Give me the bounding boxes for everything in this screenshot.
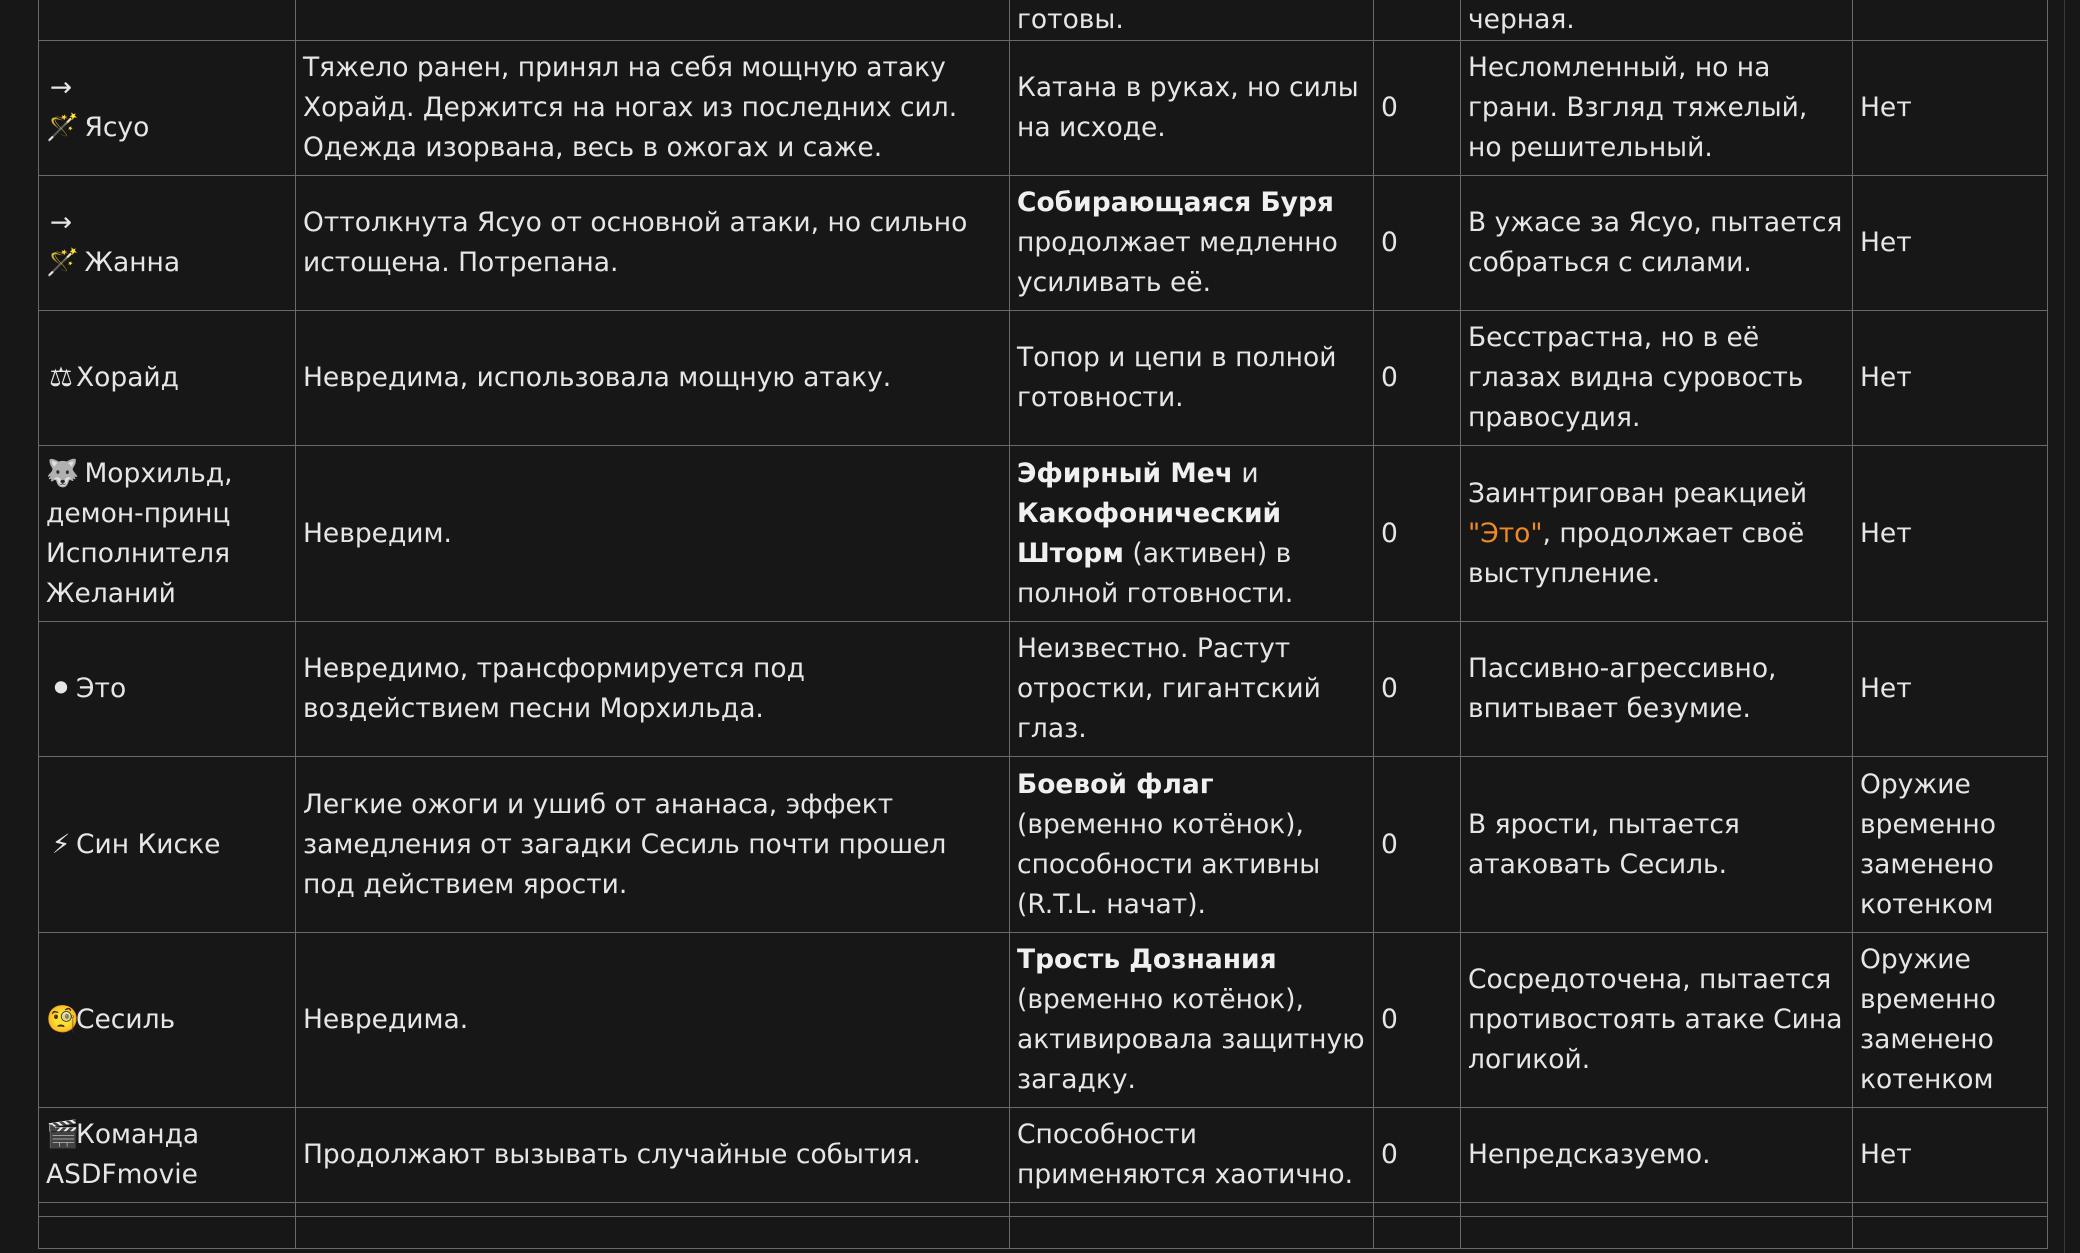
equipment-text: Топор и цепи в полной готовности. (1017, 342, 1337, 413)
equipment-bold: Какофонический Шторм (1017, 497, 1282, 569)
cell-mood: В ярости, пытается атаковать Сесиль. (1461, 757, 1853, 933)
status-table-container (38, 0, 2047, 1249)
table-row (39, 1108, 2048, 1203)
table-row (39, 933, 2048, 1108)
cell-condition (296, 0, 1010, 41)
equipment-text: и (1232, 457, 1259, 489)
scroll-edge (2064, 0, 2065, 1253)
character-status-table (38, 0, 2048, 1249)
table-row (39, 311, 2048, 446)
cell-equipment (1010, 41, 1374, 176)
equipment-text: (активен) в полной готовности. (1017, 537, 1294, 609)
cell-name (39, 41, 296, 176)
cell-empty (296, 1217, 1010, 1249)
cell-note (1853, 0, 2048, 41)
cell-empty (1461, 1217, 1853, 1249)
cell-condition: Продолжают вызывать случайные события. (296, 1108, 1010, 1203)
cell-value: 0 (1374, 446, 1461, 622)
cell-mood: Непредсказуемо. (1461, 1108, 1853, 1203)
cell-empty (1010, 1217, 1374, 1249)
highlighted-name: "Это" (1468, 517, 1543, 549)
cell-note: Оружие временно заменено котенком (1853, 757, 2048, 933)
cell-equipment (1010, 622, 1374, 757)
cell-note: Нет (1853, 1108, 2048, 1203)
cell-condition: Легкие ожоги и ушиб от ананаса, эффект замедления от загадки Сесиль почти прошел под действием ярости. (296, 757, 1010, 933)
cell-equipment (1010, 0, 1374, 41)
pointing-hand-wand-icon: →🪄 (46, 207, 79, 278)
cell-empty (39, 1217, 296, 1249)
cell-empty (1374, 1203, 1461, 1217)
scales-icon: ⚖ (49, 362, 73, 393)
cell-condition: Оттолкнута Ясуо от основной атаки, но сильно истощена. Потрепана. (296, 176, 1010, 311)
cell-name (39, 933, 296, 1108)
equipment-text: (временно котёнок), активировала защитную загадку. (1017, 984, 1365, 1095)
cell-empty (1461, 1203, 1853, 1217)
cell-mood: Сосредоточена, пытается противостоять атаке Сина логикой. (1461, 933, 1853, 1108)
cell-mood: Несломленный, но на грани. Взгляд тяжелый, но решительный. (1461, 41, 1853, 176)
table-row (39, 176, 2048, 311)
cell-text: черная. (1468, 4, 1575, 35)
cell-value (1374, 0, 1461, 41)
table-row (39, 446, 2048, 622)
cell-empty (1853, 1203, 2048, 1217)
cell-text: готовы. (1017, 4, 1124, 35)
cell-note: Нет (1853, 446, 2048, 622)
cell-equipment (1010, 446, 1374, 622)
cell-note: Нет (1853, 311, 2048, 446)
character-name: Син Киске (76, 828, 221, 860)
cell-name (39, 622, 296, 757)
cell-value: 0 (1374, 622, 1461, 757)
table-row (39, 41, 2048, 176)
cell-mood (1461, 0, 1853, 41)
character-name: Хорайд (76, 362, 179, 393)
cell-equipment (1010, 1108, 1374, 1203)
equipment-text: продолжает медленно усиливать её. (1017, 227, 1338, 298)
lightning-icon: ⚡ (51, 828, 71, 860)
table-row-empty (39, 1217, 2048, 1249)
character-name: Ясуо (84, 112, 150, 143)
black-circle-icon: ⚫ (49, 673, 73, 704)
character-name: Жанна (84, 247, 181, 278)
cell-value: 0 (1374, 757, 1461, 933)
cell-empty (39, 1203, 296, 1217)
table-row-partial (39, 0, 2048, 41)
equipment-bold: Собирающаяся Буря (1017, 187, 1334, 218)
cell-mood: Пассивно-агрессивно, впитывает безумие. (1461, 622, 1853, 757)
character-name: Команда ASDFmovie (46, 1119, 200, 1190)
cell-empty (296, 1203, 1010, 1217)
wolf-icon: 🐺 (46, 457, 79, 489)
cell-mood: В ужасе за Ясуо, пытается собраться с силами. (1461, 176, 1853, 311)
cell-value: 0 (1374, 311, 1461, 446)
character-name: Это (76, 673, 127, 704)
cell-value: 0 (1374, 41, 1461, 176)
cell-condition: Тяжело ранен, принял на себя мощную атаку Хорайд. Держится на ногах из последних сил. Одежда изорвана, весь в ожогах и саже. (296, 41, 1010, 176)
cell-name (39, 446, 296, 622)
cell-note: Нет (1853, 176, 2048, 311)
table-row (39, 757, 2048, 933)
table-row-empty (39, 1203, 2048, 1217)
clapperboard-icon: 🎬 (46, 1119, 79, 1150)
equipment-bold: Эфирный Меч (1017, 457, 1233, 489)
cell-empty (1374, 1217, 1461, 1249)
cell-value: 0 (1374, 176, 1461, 311)
pointing-hand-wand-icon: →🪄 (46, 72, 79, 143)
cell-empty (1853, 1217, 2048, 1249)
table-row (39, 622, 2048, 757)
cell-equipment (1010, 933, 1374, 1108)
cell-value: 0 (1374, 933, 1461, 1108)
cell-equipment (1010, 757, 1374, 933)
cell-mood (1461, 446, 1853, 622)
cell-note: Нет (1853, 622, 2048, 757)
cell-equipment (1010, 311, 1374, 446)
equipment-bold: Боевой флаг (1017, 768, 1214, 800)
cell-equipment (1010, 176, 1374, 311)
mood-text: Заинтригован реакцией (1468, 477, 1808, 509)
equipment-text: Катана в руках, но силы на исходе. (1017, 72, 1359, 143)
cell-note: Оружие временно заменено котенком (1853, 933, 2048, 1108)
equipment-bold: Трость Дознания (1017, 944, 1277, 975)
cell-condition: Невредим. (296, 446, 1010, 622)
cell-name (39, 311, 296, 446)
equipment-text: Неизвестно. Растут отростки, гигантский глаз. (1017, 633, 1321, 744)
cell-note: Нет (1853, 41, 2048, 176)
monocle-face-icon: 🧐 (46, 1004, 79, 1035)
equipment-text: (временно котёнок), способности активны (R.T.L. начат). (1017, 808, 1321, 920)
character-name: Морхильд, демон-принц Исполнителя Желаний (46, 457, 233, 609)
character-name: Сесиль (76, 1004, 176, 1035)
cell-name (39, 0, 296, 41)
mood-text: , продолжает своё выступление. (1468, 517, 1805, 589)
equipment-text: Способности применяются хаотично. (1017, 1119, 1354, 1190)
cell-empty (1010, 1203, 1374, 1217)
cell-name (39, 1108, 296, 1203)
cell-name (39, 176, 296, 311)
cell-mood: Бесстрастна, но в её глазах видна суровость правосудия. (1461, 311, 1853, 446)
cell-condition: Невредимо, трансформируется под воздействием песни Морхильда. (296, 622, 1010, 757)
cell-name (39, 757, 296, 933)
cell-value: 0 (1374, 1108, 1461, 1203)
cell-condition: Невредима, использовала мощную атаку. (296, 311, 1010, 446)
cell-condition: Невредима. (296, 933, 1010, 1108)
